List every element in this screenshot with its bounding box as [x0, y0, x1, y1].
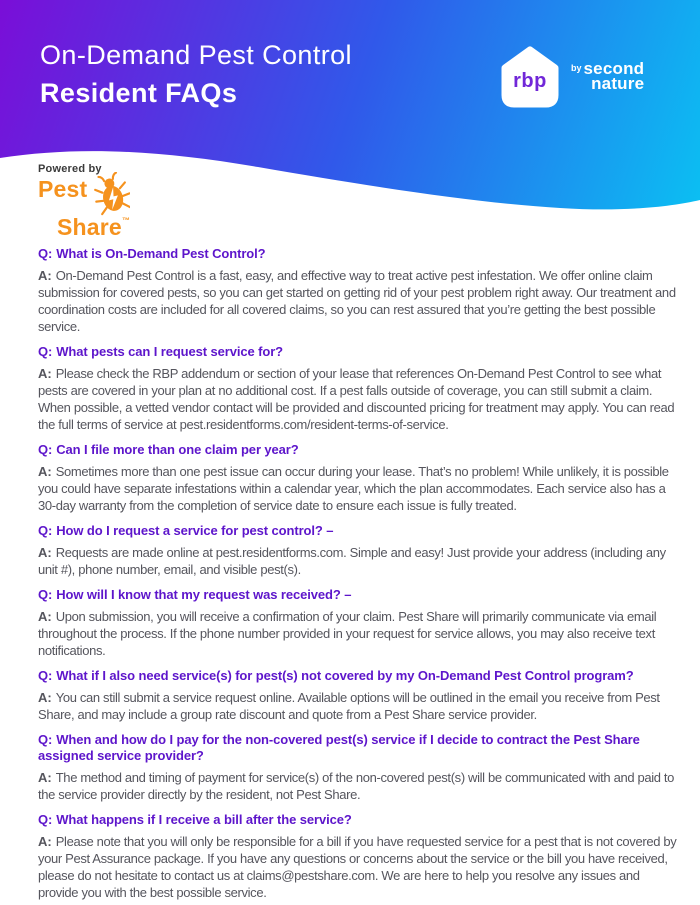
pestshare-word-share: Share: [57, 214, 122, 240]
faq-item: [38, 587, 680, 659]
rbp-logo: [497, 42, 644, 114]
faq-item: [38, 732, 680, 803]
faq-answer: A: Upon submission, you will receive a confirmation of your claim. Pest Share will primarily communicate via email throughout the process. If the phone number provided in your request for service allows, you may also receive text notifications.: [38, 609, 657, 658]
faq-answer: A: Requests are made online at pest.residentforms.com. Simple and easy! Just provide your address (including any unit #), phone number, email, and visible pest(s).: [38, 545, 666, 577]
faq-item: [38, 523, 680, 578]
faq-answer: A: Sometimes more than one pest issue can occur during your lease. That’s no problem! While unlikely, it is possible you could have separate infestations within a calendar year, which the plan accommodates. Each service also has a 30-day warranty from the completion of service date to ensure each issue is fully treated.: [38, 464, 669, 513]
faq-question: Q: How will I know that my request was received? –: [38, 587, 352, 602]
faq-answer: A: On-Demand Pest Control is a fast, easy, and effective way to treat active pest infestation. We offer online claim submission for covered pests, so you can get started on getting rid of your pest problem right away. Our treatment and coordination costs are included for all covered claims, so you can rest assured that you’re getting the best possible service.: [38, 268, 676, 334]
faq-item: [38, 442, 680, 514]
faq-answer: A: You can still submit a service request online. Available options will be outlined in the email you receive from Pest Share, and may include a group rate discount and quote from a Pest Share service provider.: [38, 690, 660, 722]
pestshare-word-pest: Pest: [38, 176, 88, 202]
rbp-logo-text: rbp: [513, 70, 547, 92]
faq-answer: A: Please check the RBP addendum or section of your lease that references On-Demand Pest Control to see what pests are covered in your plan at no additional cost. If a pest falls outside of coverage, you can still submit a claim. When possible, a vetted vendor contact will be provided and discounted pricing for treatment may apply. You can read the full terms of service at pest.residentforms.com/resident-terms-of-service.: [38, 366, 675, 432]
header-titles: [40, 40, 352, 109]
faq-question: Q: Can I file more than one claim per year?: [38, 442, 299, 457]
faq-item: [38, 668, 680, 723]
pestshare-logo: [38, 163, 198, 240]
rbp-badge: [497, 42, 563, 114]
page-title: On-Demand Pest Control: [40, 40, 352, 70]
faq-question: Q: What pests can I request service for?: [38, 344, 284, 359]
faq-question: Q: What is On-Demand Pest Control?: [38, 246, 266, 261]
powered-by-label: Powered by: [38, 163, 102, 175]
faq-answer: A: The method and timing of payment for service(s) of the non-covered pest(s) will be communicated with and paid to the service provider directly by the resident, not Pest Share.: [38, 770, 675, 802]
faq-question: Q: When and how do I pay for the non-covered pest(s) service if I decide to contract the Pest Share assigned service provider?: [38, 732, 640, 763]
faq-list: [0, 240, 700, 901]
page-subtitle: Resident FAQs: [40, 78, 238, 108]
secondnature-logo: [571, 42, 644, 91]
trademark-symbol: ™: [121, 216, 130, 225]
faq-question: Q: What happens if I receive a bill after the service?: [38, 812, 352, 827]
bug-icon: [94, 172, 130, 216]
secondnature-line1: second: [583, 59, 645, 78]
faq-question: Q: How do I request a service for pest control? –: [38, 523, 334, 538]
faq-answer: A: Please note that you will only be responsible for a bill if you have requested service for a pest that is not covered by your Pest Assurance package. If you have any questions or concerns about the service or the bill you have received, please do not hesitate to contact us at claims@pestshare.com. We are here to help you resolve any issues and provide you with the best possible service.: [38, 834, 677, 900]
faq-item: [38, 246, 680, 335]
faq-item: [38, 344, 680, 433]
byline-by: by: [571, 63, 582, 73]
faq-question: Q: What if I also need service(s) for pest(s) not covered by my On-Demand Pest Control program?: [38, 668, 634, 683]
secondnature-line2: nature: [591, 74, 645, 93]
faq-item: [38, 812, 680, 901]
header-banner: [0, 0, 700, 240]
